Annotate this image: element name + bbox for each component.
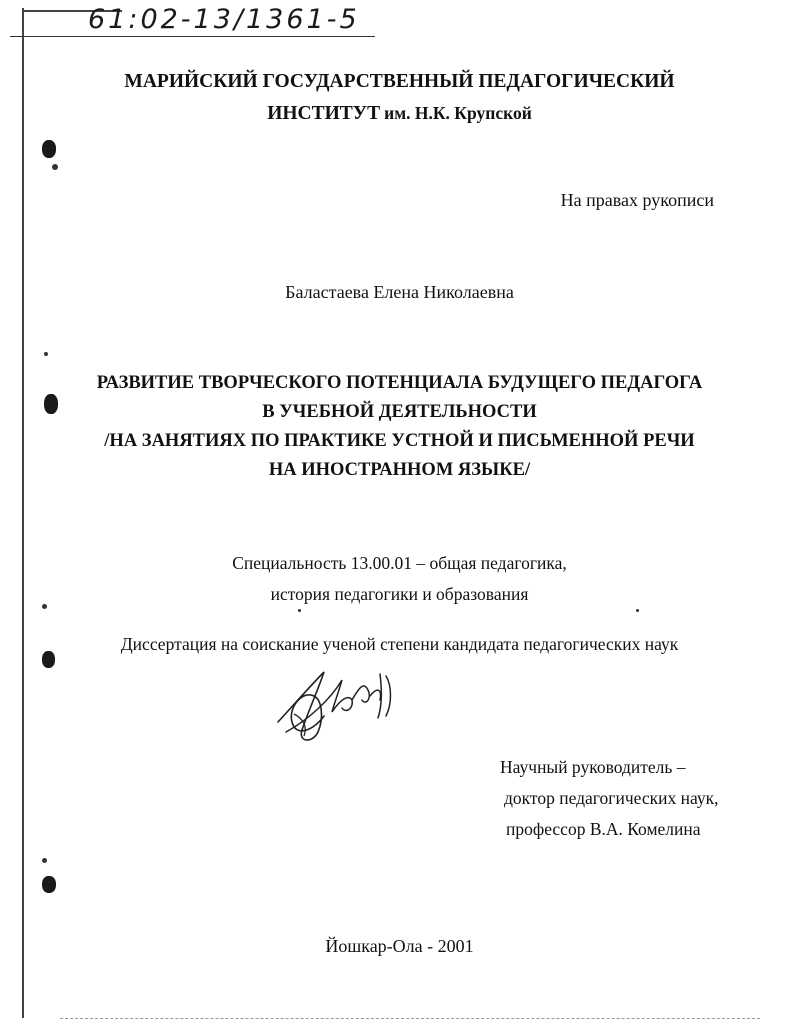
institution-word: ИНСТИТУТ: [267, 103, 381, 124]
archive-number: 61:02-13/1361-5: [88, 4, 360, 35]
thesis-title: [0, 369, 799, 485]
title-line: В УЧЕБНОЙ ДЕЯТЕЛЬНОСТИ: [262, 402, 537, 422]
city-year: Йошкар-Ола - 2001: [325, 936, 474, 956]
scan-bottom-edge: [60, 1018, 760, 1019]
dissertation-degree: Диссертация на соискание ученой степени кандидата педагогических наук: [120, 634, 679, 654]
specialty-line: Специальность 13.00.01 – общая педагогика,: [232, 553, 567, 573]
signature: [268, 660, 408, 750]
scan-left-edge: [22, 8, 24, 1018]
binding-mark: [42, 858, 47, 863]
supervisor-line: доктор педагогических наук,: [504, 788, 719, 808]
author-name: Баластаева Елена Николаевна: [285, 282, 514, 302]
specialty-line: история педагогики и образования: [270, 584, 529, 604]
binding-mark: [52, 164, 58, 170]
supervisor-line: Научный руководитель –: [500, 757, 686, 777]
title-line: РАЗВИТИЕ ТВОРЧЕСКОГО ПОТЕНЦИАЛА БУДУЩЕГО ПЕДАГОГА: [96, 373, 703, 393]
institution-namesake: им. Н.К. Крупской: [384, 103, 532, 123]
institution-line-2: [0, 100, 799, 127]
institution-line-1: МАРИЙСКИЙ ГОСУДАРСТВЕННЫЙ ПЕДАГОГИЧЕСКИЙ: [124, 71, 675, 92]
binding-mark: [42, 140, 56, 158]
archive-number-rule: [10, 36, 375, 37]
scan-speck: [298, 609, 301, 612]
title-line: НА ИНОСТРАННОМ ЯЗЫКЕ/: [268, 460, 531, 480]
supervisor-block: [500, 752, 718, 845]
binding-mark: [44, 352, 48, 356]
scan-speck: [636, 609, 639, 612]
supervisor-line: профессор В.А. Комелина: [506, 819, 701, 839]
rights-note: На правах рукописи: [560, 190, 714, 210]
binding-mark: [42, 876, 56, 893]
title-line: /НА ЗАНЯТИЯХ ПО ПРАКТИКЕ УСТНОЙ И ПИСЬМЕННОЙ РЕЧИ: [104, 431, 695, 451]
specialty: [0, 548, 799, 610]
